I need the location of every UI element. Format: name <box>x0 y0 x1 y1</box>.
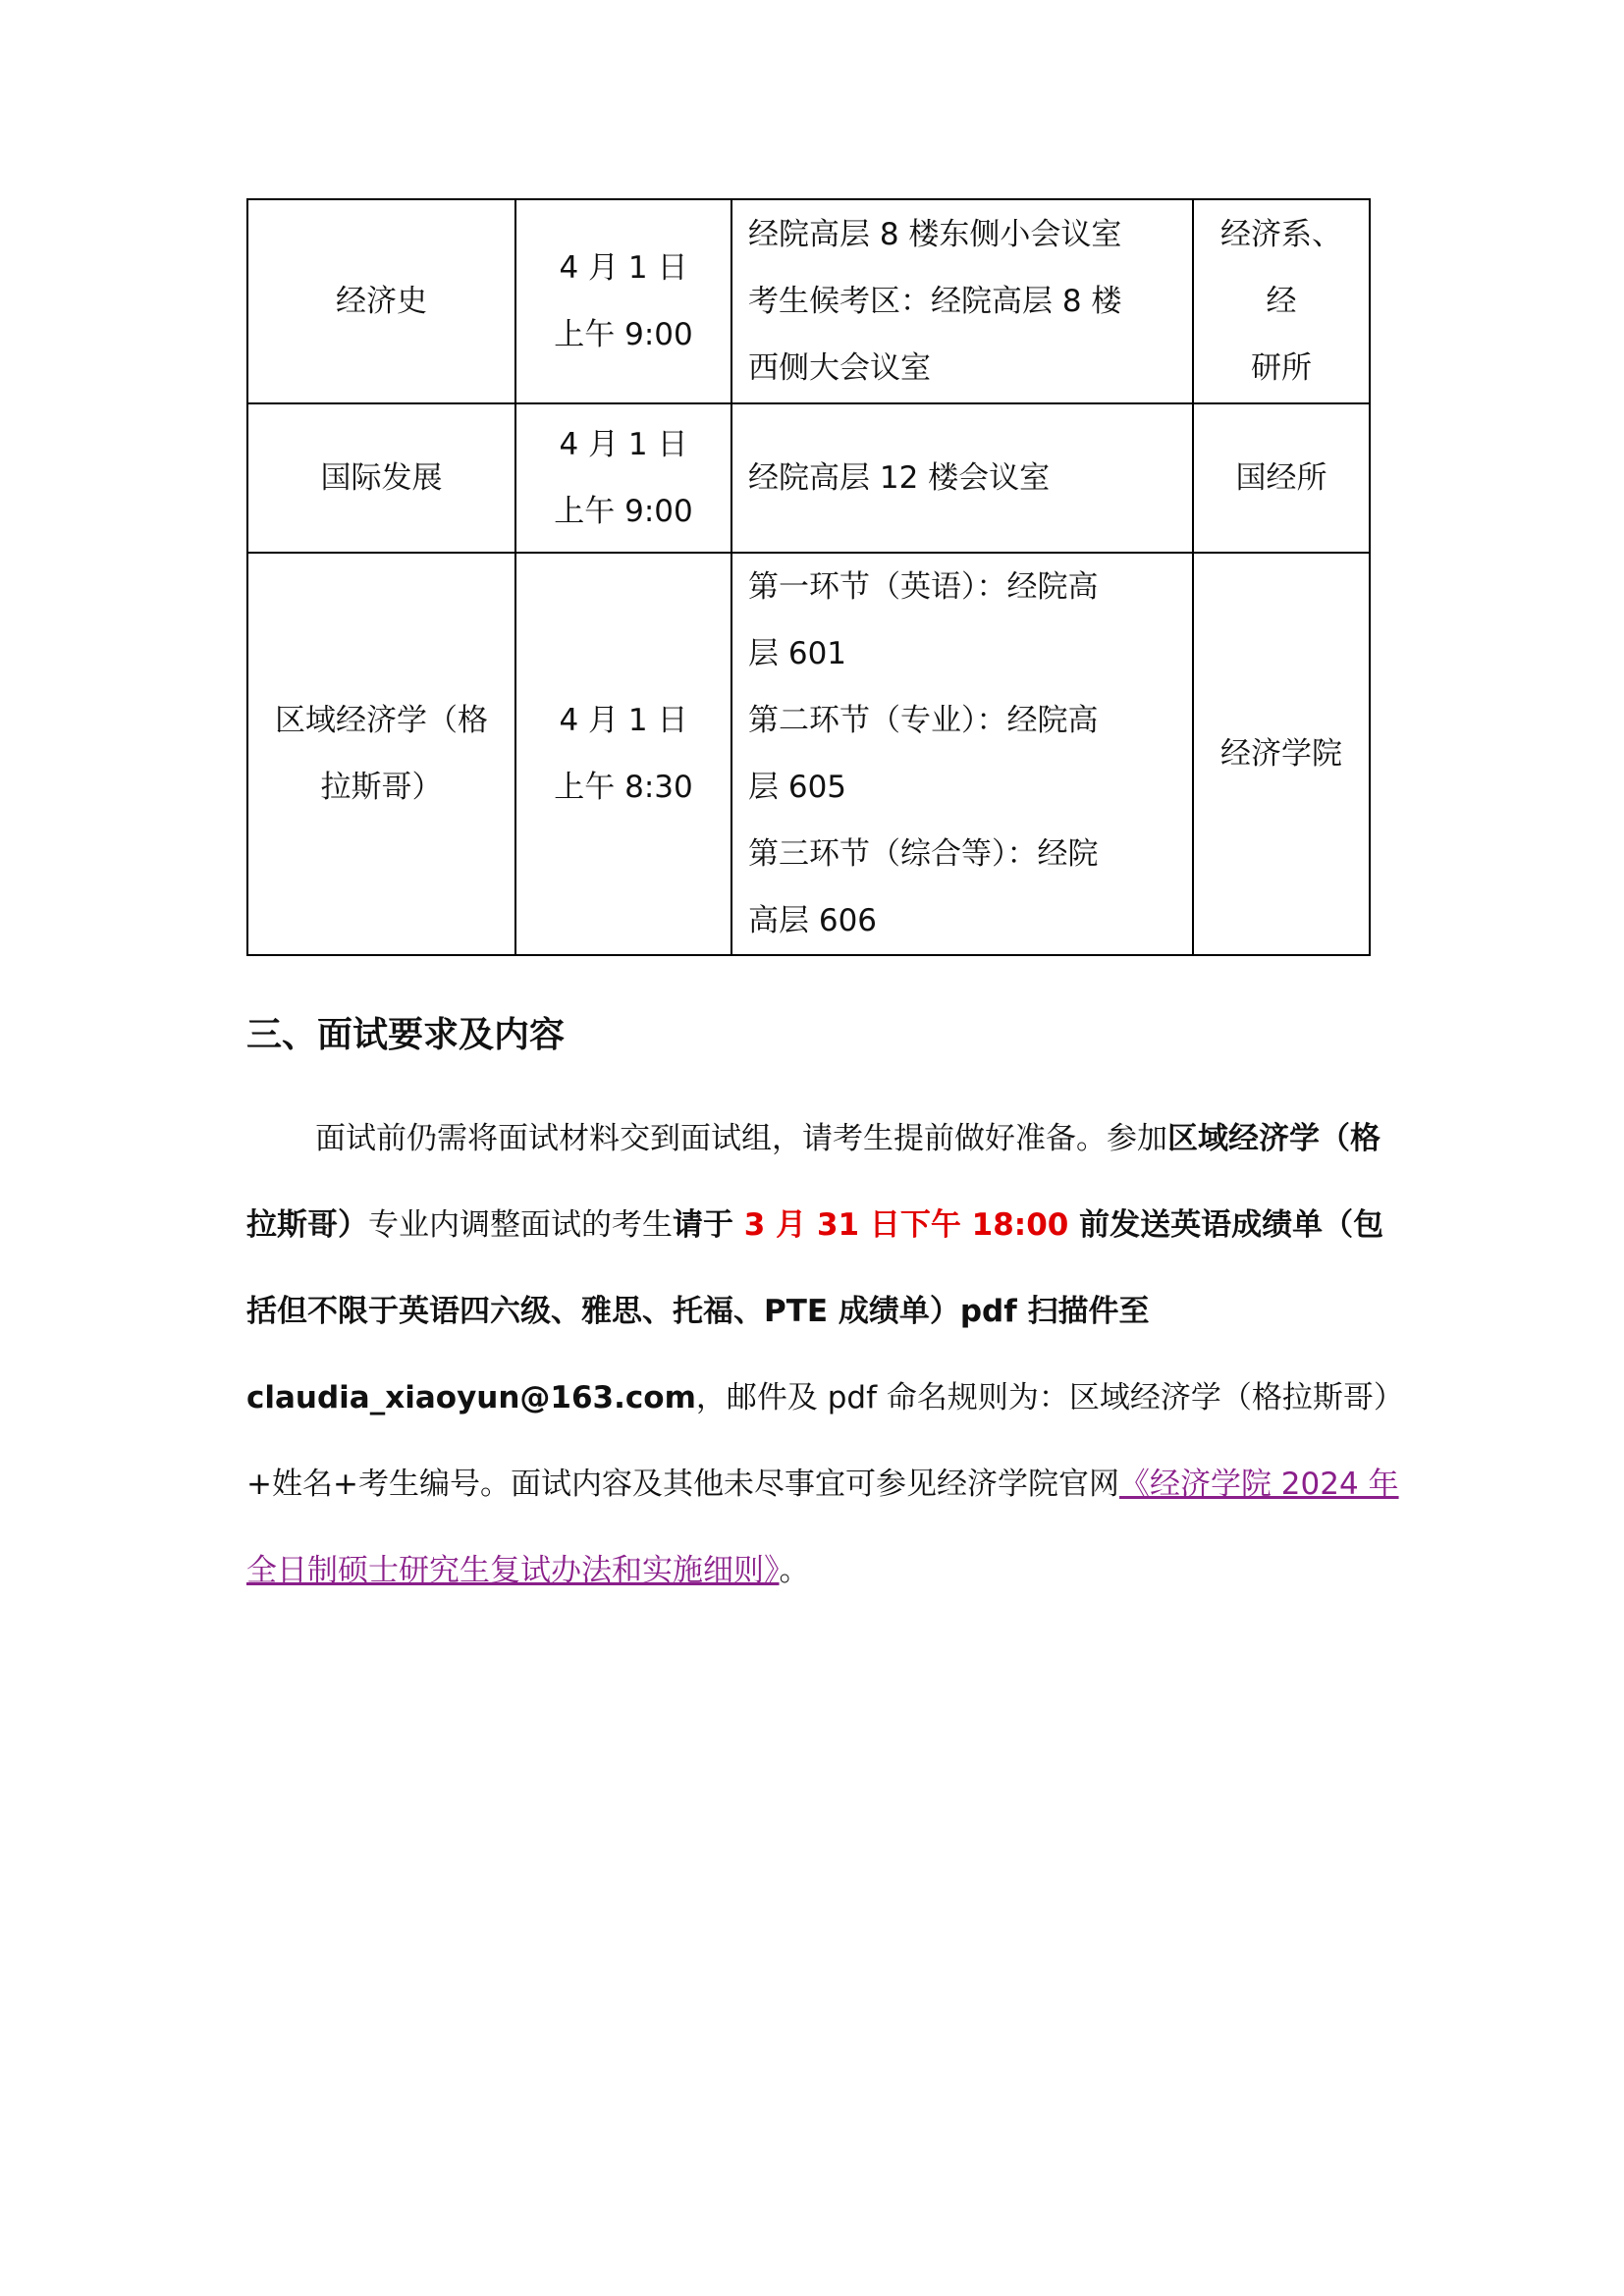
section-heading: 三、面试要求及内容 <box>246 1015 566 1055</box>
department-cell: 国经所 <box>1193 403 1370 553</box>
transcript-instruction: 前发送英语成绩单（包括但不限于英语四六级、雅思、托福、PTE 成绩单）pdf 扫描件至 claudia_xiaoyun@163.com <box>246 1207 1384 1415</box>
paragraph-text: 面试前仍需将面试材料交到面试组，请考生提前做好准备。参加 <box>315 1121 1167 1156</box>
time-cell: 4 月 1 日 上午 8:30 <box>515 553 731 955</box>
time-cell: 4 月 1 日 上午 9:00 <box>515 199 731 403</box>
paragraph-text: 请于 <box>673 1207 733 1243</box>
major-cell: 国际发展 <box>247 403 515 553</box>
department-cell: 经济学院 <box>1193 553 1370 955</box>
table-row <box>247 403 1370 553</box>
time-cell: 4 月 1 日 上午 9:00 <box>515 403 731 553</box>
location-cell: 经院高层 12 楼会议室 <box>731 403 1193 553</box>
paragraph-text: 专业内调整面试的考生 <box>368 1207 673 1243</box>
location-cell: 经院高层 8 楼东侧小会议室 考生候考区：经院高层 8 楼 西侧大会议室 <box>731 199 1193 403</box>
department-cell: 经济系、经 研所 <box>1193 199 1370 403</box>
paragraph-text: ，邮件及 pdf 命名规则为：区域经济学（格拉斯哥）+姓名+考生编号。面试内容及其他未尽事宜可参见经济学院官网 <box>246 1380 1404 1502</box>
major-cell: 区域经济学（格 拉斯哥） <box>247 553 515 955</box>
rules-link[interactable]: 《经济学院 2024 年全日制硕士研究生复试办法和实施细则》 <box>246 1467 1399 1588</box>
paragraph-text: 。 <box>779 1553 810 1588</box>
schedule-table <box>246 198 1371 956</box>
program-name: 区域经济学（格拉斯哥） <box>246 1121 1380 1243</box>
requirements-paragraph <box>246 1095 1405 1614</box>
table-row <box>247 553 1370 955</box>
deadline-text: 3 月 31 日下午 18:00 <box>733 1207 1080 1243</box>
table-row <box>247 199 1370 403</box>
location-cell: 第一环节（英语）：经院高 层 601 第二环节（专业）：经院高 层 605 第三环节（综合等）：经院 高层 606 <box>731 553 1193 955</box>
major-cell: 经济史 <box>247 199 515 403</box>
